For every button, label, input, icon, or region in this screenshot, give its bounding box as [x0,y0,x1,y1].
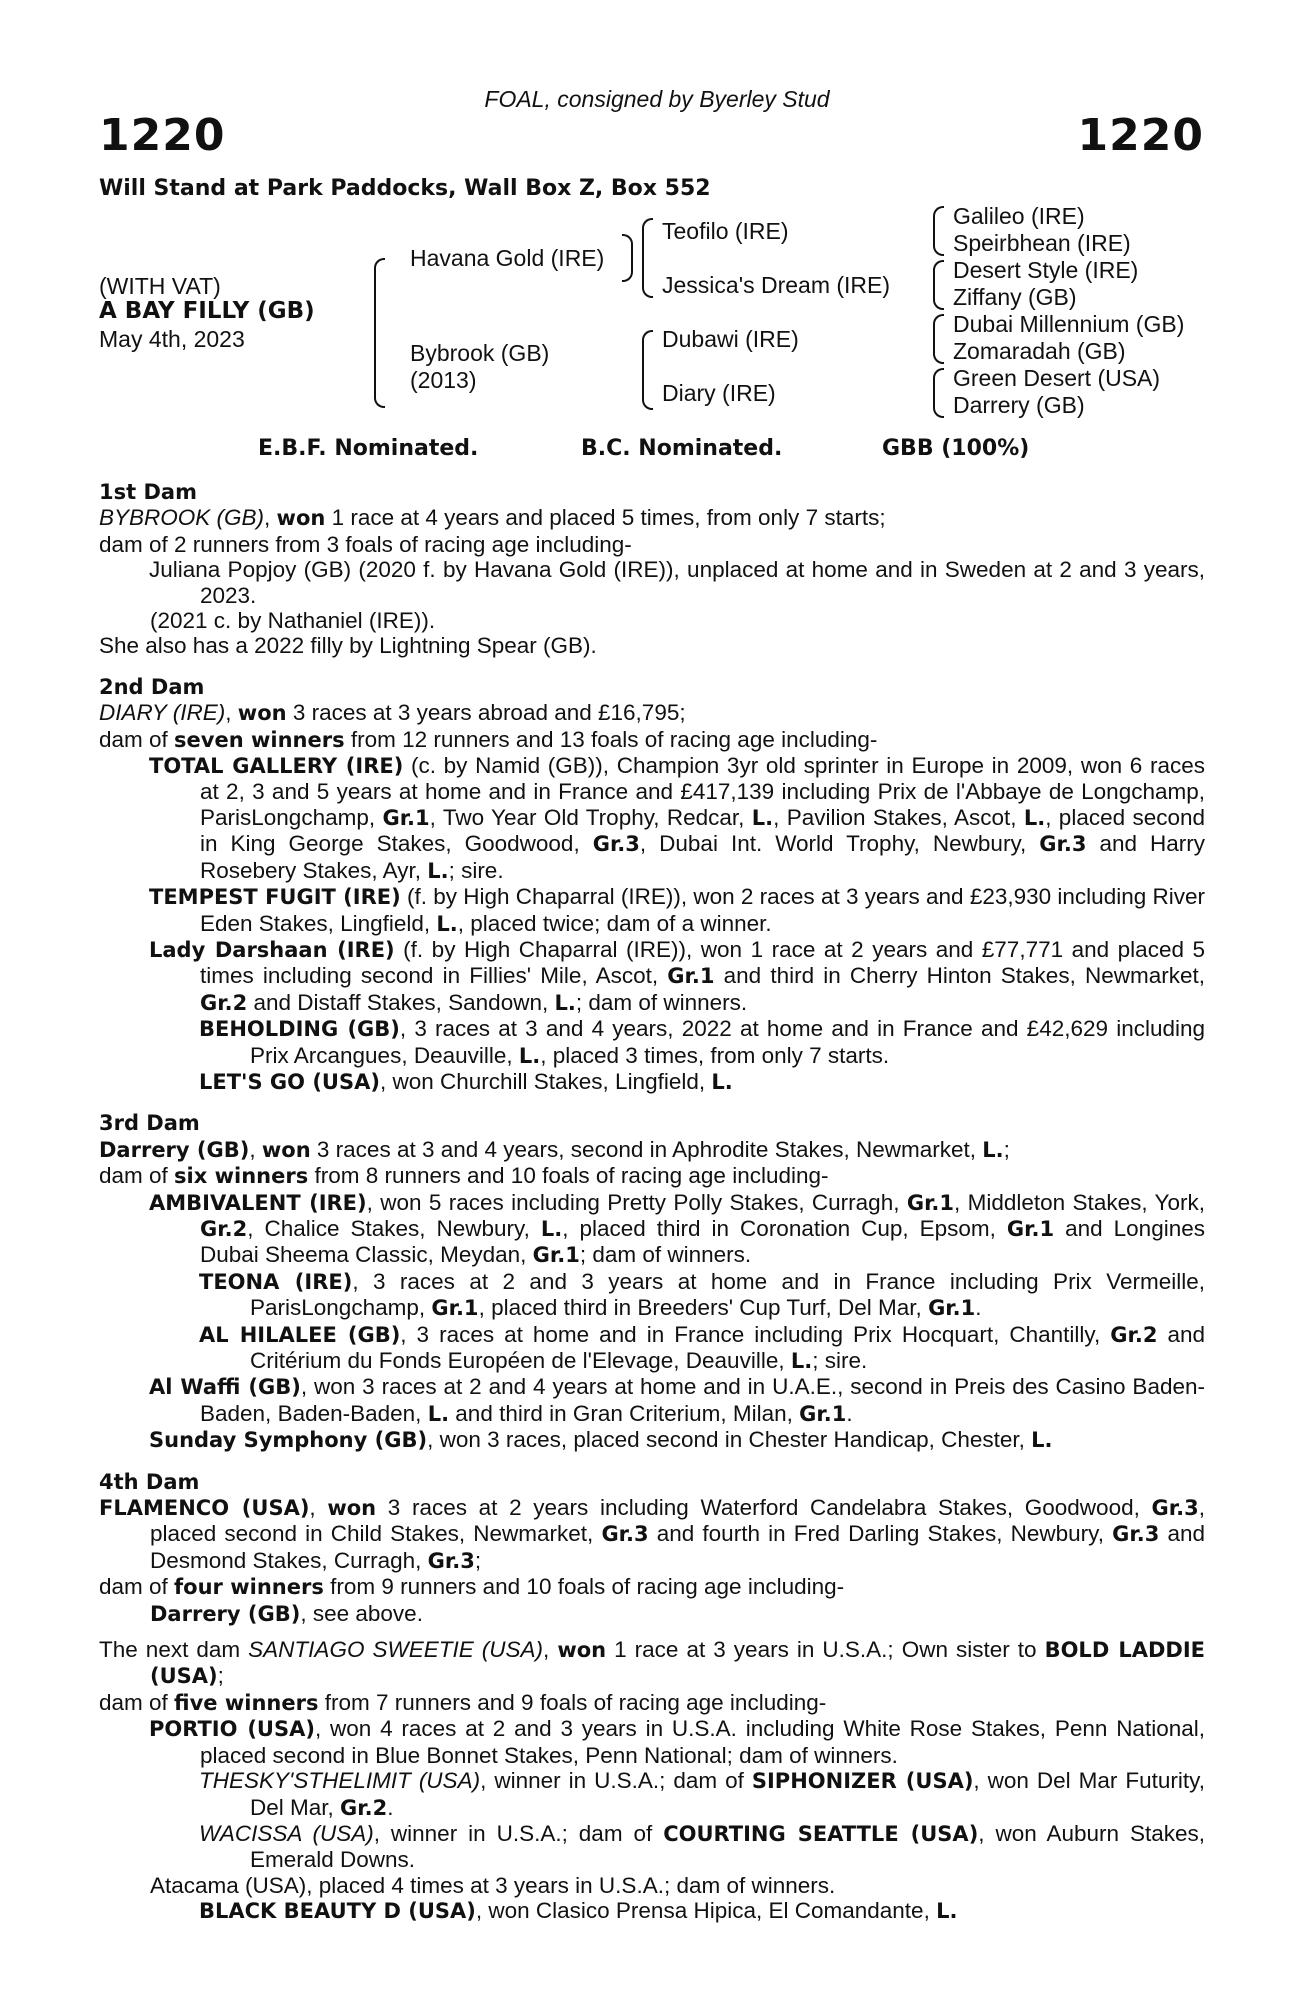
produce-entry: TEMPEST FUGIT (IRE) (f. by High Chaparral (IRE)), won 2 races at 3 years and £23,930 including River Eden Stakes, Lingfield, L., placed twice; dam of a winner. [149,884,1206,936]
produce-entry: TOTAL GALLERY (IRE) (c. by Namid (GB)), Champion 3yr old sprinter in Europe in 2009, won 6 races at 2, 3 and 5 years at home and in France and £417,139 including Prix de l'Abbaye de Longchamp, ParisLongchamp, Gr.1, Two Year Old Trophy, Redcar, L., Pavilion Stakes, Ascot, L., placed second in King George Stakes, Goodwood, Gr.3, Dubai Int. World Trophy, Newbury, Gr.3 and Harry Rosebery Stakes, Ayr, L.; sire. [149,753,1206,883]
sire-dam-dam: Ziffany (GB) [953,284,1077,310]
ebf-nominated: E.B.F. Nominated. [258,436,479,461]
third-dam-section: 3rd Dam Darrery (GB), won 3 races at 3 and 4 years, second in Aphrodite Stakes, Newmarket, L.; dam of six winners from 8 runners and 10 foals of racing age including- AMBIVALENT (IRE), won 5 races including Pretty Polly Stakes, Curragh, Gr.1, Middleton Stakes, York, Gr.2, Chalice Stakes, Newbury, L., placed third in Coronation Cup, Epsom, Gr.1 and Longines Dubai Sheema Classic, Meydan, Gr.1; dam of winners. TEONA (IRE), 3 races at 2 and 3 years at home and in France including Prix Vermeille, ParisLongchamp, Gr.1, placed third in Breeders' Cup Turf, Del Mar, Gr.1. AL HILALEE (GB), 3 races at home and in France including Prix Hocquart, Chantilly, Gr.2 and Critérium du Fonds Européen de l'Elevage, Deauville, L.; sire. Al Waffi (GB), won 3 races at 2 and 4 years at home and in U.A.E., second in Preis des Casino Baden-Baden, Baden-Baden, L. and third in Gran Criterium, Milan, Gr.1. Sunday Symphony (GB), won 3 races, placed second in Chester Handicap, Chester, L. [99,1111,1205,1453]
lot-number-right: 1220 [1077,110,1204,161]
foaling-date: May 4th, 2023 [99,326,245,352]
sire-sire-sire: Galileo (IRE) [953,203,1085,229]
section-heading: 1st Dam [99,480,197,504]
produce-entry: (2021 c. by Nathaniel (IRE)). [150,608,436,634]
stand-location: Will Stand at Park Paddocks, Wall Box Z, Box 552 [99,176,711,201]
first-dam-section: 1st Dam BYBROOK (GB), won 1 race at 4 years and placed 5 times, from only 7 starts; dam of 2 runners from 3 foals of racing age including- Juliana Popjoy (GB) (2020 f. by Havana Gold (IRE)), unplaced at home and in Sweden at 2 and 3 years, 2023. (2021 c. by Nathaniel (IRE)). She also has a 2022 filly by Lightning Spear (GB). [99,480,1205,659]
produce-entry: WACISSA (USA), winner in U.S.A.; dam of COURTING SEATTLE (USA), won Auburn Stakes, Emerald Downs. [199,1820,1205,1873]
gbb-rating: GBB (100%) [882,436,1030,461]
dam-name: BYBROOK (GB) [99,505,265,531]
dam-sire-dam: Zomaradah (GB) [953,338,1126,364]
lot-name: A BAY FILLY (GB) [99,298,315,324]
sire-dam-sire: Desert Style (IRE) [953,257,1139,283]
brace-g3-4 [933,368,944,418]
produce-entry: AMBIVALENT (IRE), won 5 races including Pretty Polly Stakes, Curragh, Gr.1, Middleton Stakes, York, Gr.2, Chalice Stakes, Newbury, L., placed third in Coronation Cup, Epsom, Gr.1 and Longines Dubai Sheema Classic, Meydan, Gr.1; dam of winners. [149,1189,1205,1268]
produce-entry: AL HILALEE (GB), 3 races at home and in France including Prix Hocquart, Chantilly, Gr.2 and Critérium du Fonds Européen de l'Elevage, Deauville, L.; sire. [199,1321,1205,1373]
brace-g3-2 [933,260,944,310]
consignor-line: FOAL, consigned by Byerley Stud [484,86,830,112]
produce-entry: Lady Darshaan (IRE) (f. by High Chaparral (IRE)), won 1 race at 2 years and £77,771 and placed 5 times including second in Fillies' Mile, Ascot, Gr.1 and third in Cherry Hinton Stakes, Newmarket, Gr.2 and Distaff Stakes, Sandown, L.; dam of winners. [149,936,1205,1015]
next-dam-section: The next dam SANTIAGO SWEETIE (USA), won 1 race at 3 years in U.S.A.; Own sister to BOLD LADDIE (USA); dam of five winners from 7 runners and 9 foals of racing age including- PORTIO (USA), won 4 races at 2 and 3 years in U.S.A. including White Rose Stakes, Penn National, placed second in Blue Bonnet Stakes, Penn National; dam of winners. THESKY'STHELIMIT (USA), winner in U.S.A.; dam of SIPHONIZER (USA), won Del Mar Futurity, Del Mar, Gr.2. WACISSA (USA), winner in U.S.A.; dam of COURTING SEATTLE (USA), won Auburn Stakes, Emerald Downs. Atacama (USA), placed 4 times at 3 years in U.S.A.; dam of winners. BLACK BEAUTY D (USA), won Clasico Prensa Hipica, El Comandante, L. [99,1637,1206,1924]
produce-entry: Darrery (GB), see above. [150,1600,423,1626]
dam-dam: Diary (IRE) [662,380,776,406]
dam-name: Bybrook (GB) [410,340,550,366]
section-heading: 2nd Dam [99,674,205,699]
dam-name: Darrery (GB) [99,1137,250,1162]
vat-note: (WITH VAT) [99,273,221,299]
produce-entry: LET'S GO (USA), won Churchill Stakes, Lingfield, L. [199,1068,733,1094]
fourth-dam-section: 4th Dam FLAMENCO (USA), won 3 races at 2 years including Waterford Candelabra Stakes, Goodwood, Gr.3, placed second in Child Stakes, Newmarket, Gr.3 and fourth in Fred Darling Stakes, Newbury, Gr.3 and Desmond Stakes, Curragh, Gr.3; dam of four winners from 9 runners and 10 foals of racing age including- Darrery (GB), see above. [99,1469,1206,1626]
section-heading: 4th Dam [99,1469,200,1494]
dam-name: DIARY (IRE) [99,700,226,726]
brace-g3-3 [933,314,944,364]
produce-entry: TEONA (IRE), 3 races at 2 and 3 years at home and in France including Prix Vermeille, ParisLongchamp, Gr.1, placed third in Breeders' Cup Turf, Del Mar, Gr.1. [199,1268,1205,1321]
produce-entry: BLACK BEAUTY D (USA), won Clasico Prensa Hipica, El Comandante, L. [199,1898,958,1924]
sire-dam: Jessica's Dream (IRE) [662,272,891,298]
sire-sire-dam: Speirbhean (IRE) [953,230,1131,256]
brace-sire-gen [642,218,653,298]
dam-name: FLAMENCO (USA) [99,1496,310,1521]
produce-entry: Juliana Popjoy (GB) (2020 f. by Havana Gold (IRE)), unplaced at home and in Sweden at 2 and 3 years, 2023. [149,557,1205,608]
dam-name: SANTIAGO SWEETIE (USA) [248,1637,544,1663]
dam-sire-sire: Dubai Millennium (GB) [953,311,1185,337]
produce-entry: PORTIO (USA), won 4 races at 2 and 3 years in U.S.A. including White Rose Stakes, Penn National, placed second in Blue Bonnet Stakes, Penn National; dam of winners. [149,1716,1205,1768]
brace-g3-1 [933,206,944,256]
lot-number-left: 1220 [99,110,226,161]
produce-entry: BEHOLDING (GB), 3 races at 3 and 4 years, 2022 at home and in France and £42,629 including Prix Arcangues, Deauville, L., placed 3 times, from only 7 starts. [199,1016,1206,1068]
dam-dam-dam: Darrery (GB) [953,392,1085,418]
dam-sire: Dubawi (IRE) [662,326,799,352]
catalogue-body [99,480,1205,1941]
bc-nominated: B.C. Nominated. [581,436,783,461]
brace-main [374,258,385,408]
produce-entry: Atacama (USA), placed 4 times at 3 years in U.S.A.; dam of winners. [150,1872,836,1898]
sire-name: Havana Gold (IRE) [410,245,605,271]
produce-entry: THESKY'STHELIMIT (USA), winner in U.S.A.; dam of SIPHONIZER (USA), won Del Mar Futurity, Del Mar, Gr.2. [199,1768,1206,1820]
brace-sire-right [622,234,633,282]
brace-dam-gen [642,330,653,410]
produce-entry: Sunday Symphony (GB), won 3 races, placed second in Chester Handicap, Chester, L. [149,1427,1053,1453]
dam-year: (2013) [410,367,477,393]
second-dam-section: 2nd Dam DIARY (IRE), won 3 races at 3 years abroad and £16,795; dam of seven winners from 12 runners and 13 foals of racing age including- TOTAL GALLERY (IRE) (c. by Namid (GB)), Champion 3yr old sprinter in Europe in 2009, won 6 races at 2, 3 and 5 years at home and in France and £417,139 including Prix de l'Abbaye de Longchamp, ParisLongchamp, Gr.1, Two Year Old Trophy, Redcar, L., Pavilion Stakes, Ascot, L., placed second in King George Stakes, Goodwood, Gr.3, Dubai Int. World Trophy, Newbury, Gr.3 and Harry Rosebery Stakes, Ayr, L.; sire. TEMPEST FUGIT (IRE) (f. by High Chaparral (IRE)), won 2 races at 3 years and £23,930 including River Eden Stakes, Lingfield, L., placed twice; dam of a winner. Lady Darshaan (IRE) (f. by High Chaparral (IRE)), won 1 race at 2 years and £77,771 and placed 5 times including second in Fillies' Mile, Ascot, Gr.1 and third in Cherry Hinton Stakes, Newmarket, Gr.2 and Distaff Stakes, Sandown, L.; dam of winners. BEHOLDING (GB), 3 races at 3 and 4 years, 2022 at home and in France and £42,629 including Prix Arcangues, Deauville, L., placed 3 times, from only 7 starts. LET'S GO (USA), won Churchill Stakes, Lingfield, L. [99,674,1206,1094]
sire-sire: Teofilo (IRE) [662,218,789,244]
dam-dam-sire: Green Desert (USA) [953,365,1161,391]
produce-entry: Al Waffi (GB), won 3 races at 2 and 4 years at home and in U.A.E., second in Preis des Casino Baden-Baden, Baden-Baden, L. and third in Gran Criterium, Milan, Gr.1. [149,1374,1205,1426]
section-heading: 3rd Dam [99,1111,200,1136]
